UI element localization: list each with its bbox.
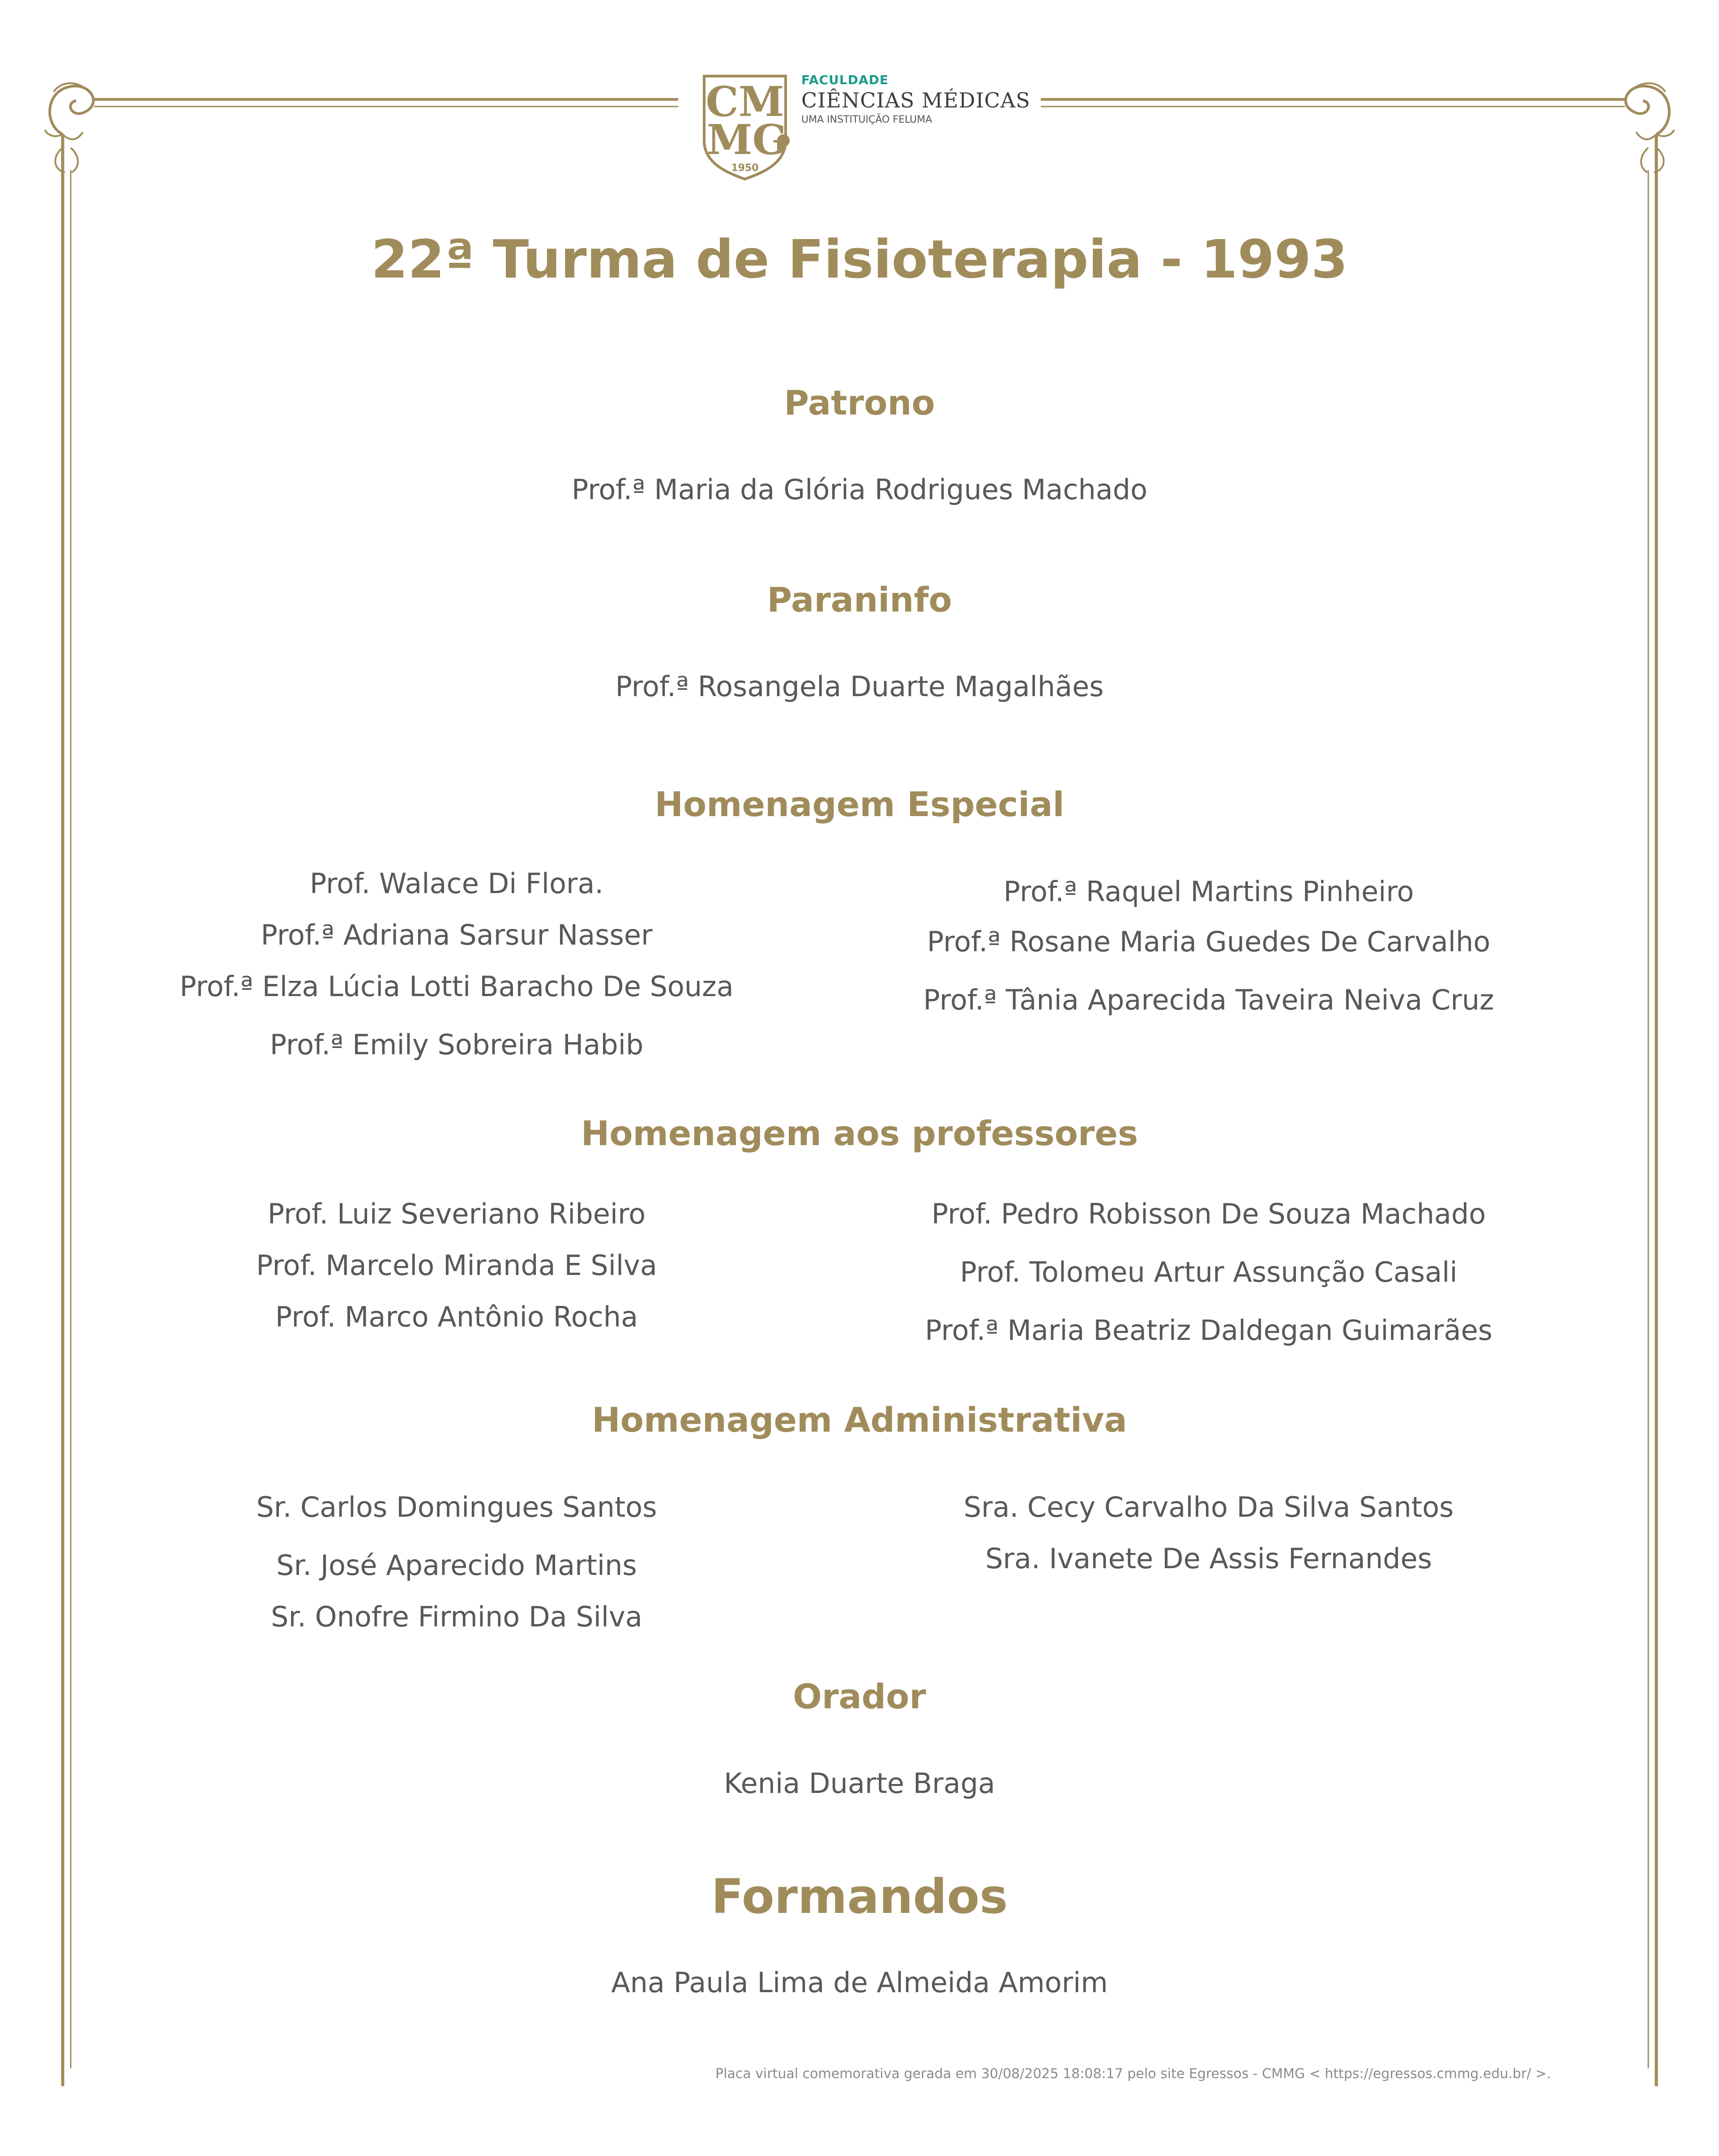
cmmg-logo: [701, 72, 1031, 184]
heading-formandos: Formandos: [711, 1869, 1008, 1924]
homenagem-administrativa-left-3: Sr. Onofre Firmino Da Silva: [271, 1600, 642, 1633]
heading-homenagem-administrativa: Homenagem Administrativa: [592, 1400, 1127, 1440]
paraninfo-name: Prof.ª Rosangela Duarte Magalhães: [615, 670, 1104, 703]
homenagem-especial-left-2: Prof.ª Adriana Sarsur Nasser: [261, 919, 653, 951]
footer-note: Placa virtual comemorativa gerada em 30/08/2025 18:08:17 pelo site Egressos - CMMG < https://egressos.cmmg.edu.br/ >.: [715, 2066, 1551, 2082]
homenagem-especial-right-2: Prof.ª Rosane Maria Guedes De Carvalho: [927, 925, 1491, 958]
homenagem-administrativa-right-1: Sra. Cecy Carvalho Da Silva Santos: [963, 1491, 1454, 1523]
logo-name: CIÊNCIAS MÉDICAS: [801, 88, 1031, 112]
homenagem-professores-right-2: Prof. Tolomeu Artur Assunção Casali: [960, 1256, 1458, 1288]
logo-monogram-top: CM: [706, 77, 784, 126]
homenagem-professores-left-2: Prof. Marcelo Miranda E Silva: [256, 1249, 657, 1282]
homenagem-especial-left-3: Prof.ª Elza Lúcia Lotti Baracho De Souza: [180, 970, 734, 1003]
heading-paraninfo: Paraninfo: [767, 580, 952, 620]
homenagem-professores-right-1: Prof. Pedro Robisson De Souza Machado: [931, 1198, 1486, 1230]
homenagem-especial-right-3: Prof.ª Tânia Aparecida Taveira Neiva Cruz: [923, 984, 1494, 1016]
homenagem-especial-left-1: Prof. Walace Di Flora.: [309, 867, 604, 900]
homenagem-professores-left-3: Prof. Marco Antônio Rocha: [275, 1300, 638, 1333]
homenagem-professores-right-3: Prof.ª Maria Beatriz Daldegan Guimarães: [925, 1314, 1492, 1347]
heading-orador: Orador: [793, 1677, 926, 1716]
heading-patrono: Patrono: [784, 383, 935, 423]
homenagem-administrativa-left-2: Sr. José Aparecido Martins: [276, 1549, 637, 1582]
page-title: 22ª Turma de Fisioterapia - 1993: [371, 228, 1348, 290]
orador-name: Kenia Duarte Braga: [724, 1767, 995, 1800]
heading-homenagem-especial: Homenagem Especial: [654, 784, 1065, 824]
homenagem-administrativa-right-2: Sra. Ivanete De Assis Fernandes: [985, 1542, 1432, 1575]
cmmg-shield-icon: [701, 73, 795, 181]
homenagem-especial-right-1: Prof.ª Raquel Martins Pinheiro: [1003, 875, 1414, 908]
logo-faculty: FACULDADE: [801, 73, 889, 87]
homenagem-professores-left-1: Prof. Luiz Severiano Ribeiro: [267, 1198, 646, 1230]
heading-homenagem-professores: Homenagem aos professores: [581, 1113, 1138, 1153]
logo-monogram-bottom: MG: [706, 116, 788, 164]
logo-subtitle: UMA INSTITUIÇÃO FELUMA: [801, 114, 932, 125]
homenagem-especial-left-4: Prof.ª Emily Sobreira Habib: [269, 1028, 644, 1061]
patrono-name: Prof.ª Maria da Glória Rodrigues Machado: [571, 473, 1148, 506]
formando-name: Ana Paula Lima de Almeida Amorim: [611, 1966, 1108, 1999]
logo-year: 1950: [731, 163, 759, 174]
homenagem-administrativa-left-1: Sr. Carlos Domingues Santos: [256, 1491, 657, 1523]
